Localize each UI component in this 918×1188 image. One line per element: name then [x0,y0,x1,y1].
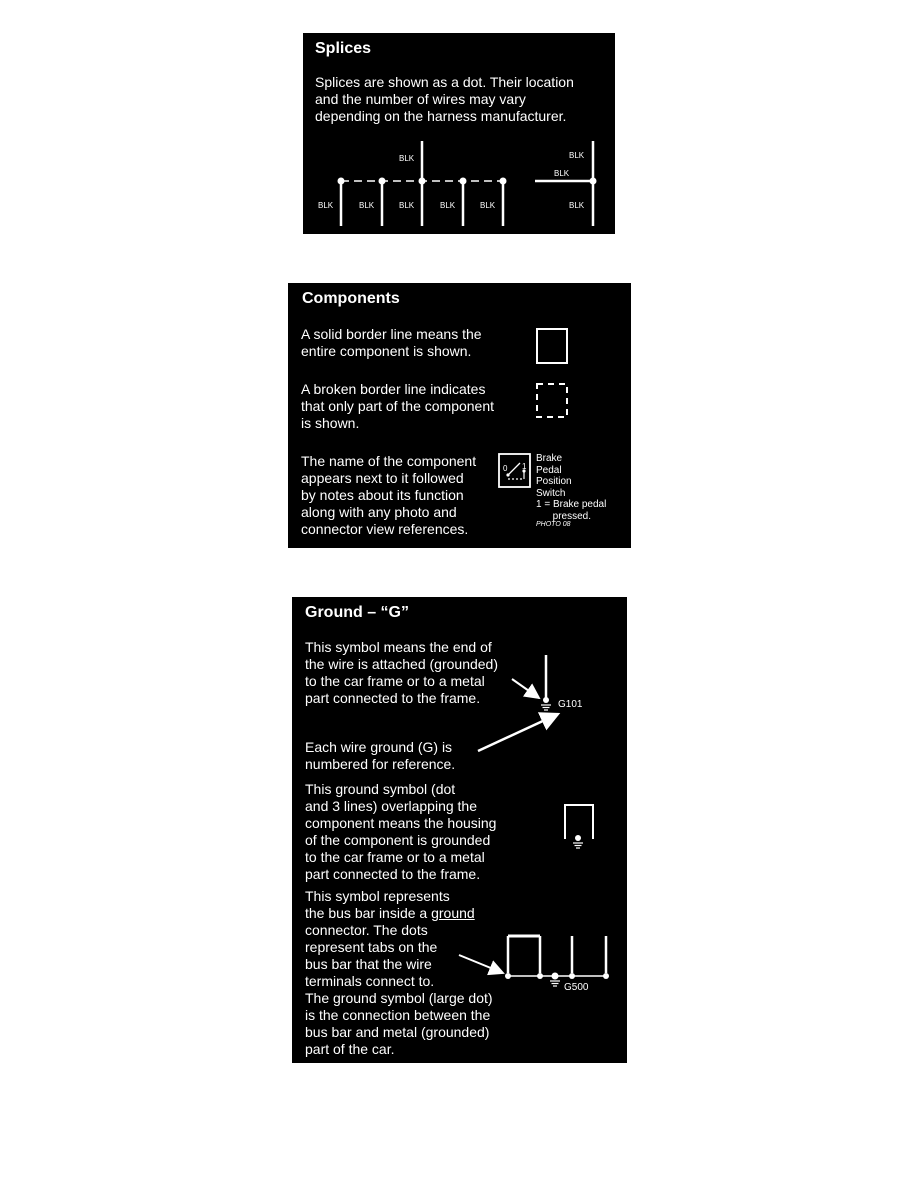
splice-dot [338,178,345,185]
ground-title: Ground – “G” [305,604,409,621]
wire-label: BLK [440,201,456,210]
component-example-name: Brake Pedal Position Switch [536,453,572,499]
ground-panel [292,597,627,1063]
arrow-to-symbol [512,679,539,698]
splice-dot [460,178,467,185]
splice-dot [419,178,426,185]
ground-id-g101: G101 [558,699,583,710]
ground-housing-text: This ground symbol (dot and 3 lines) overlapping the component means the housing of the component is grounded to the car frame or to a metal part connected to the frame. [305,781,497,882]
components-panel [288,283,631,548]
splice-dot [500,178,507,185]
ground-diagrams [292,597,627,1063]
ground-numbered-text: Each wire ground (G) is numbered for reference. [305,739,456,772]
solid-border-text: A solid border line means the entire component is shown. [301,326,482,359]
wire-label: BLK [318,201,334,210]
busbar-text-1: This symbol represents the bus bar inside a [305,888,450,921]
wire-label: BLK [399,154,415,163]
ground-end-text: This symbol means the end of the wire is attached (grounded) to the car frame or to a metal part connected to the frame. [305,639,498,706]
wire-label: BLK [569,201,585,210]
housing-ground-component [565,805,593,839]
splices-description: Splices are shown as a dot. Their location and the number of wires may vary depending on the harness manufacturer. [315,74,574,124]
broken-border-text: A broken border line indicates that only part of the component is shown. [301,381,495,430]
wire-label: BLK [569,151,585,160]
component-name-text: The name of the component appears next to it followed by notes about its function along with any photo and connector view references. [301,453,477,537]
arrow-to-busbar-tab [459,955,503,973]
switch-pin-0: 0 [503,464,508,473]
wire-label: BLK [554,169,570,178]
splices-title: Splices [315,40,372,57]
component-example-note: 1 = Brake pedal pressed. [536,499,607,522]
ground-link: ground [431,905,475,921]
dashed-border-box [537,384,567,417]
splices-panel [303,33,615,234]
splice-dot [590,178,597,185]
busbar-text-2: connector. The dots represent tabs on the bus bar that the wire terminals connect to. The ground symbol (large dot) is the connection between the bus bar and metal (grounded) part of the car. [305,922,493,1057]
component-photo-ref: PHOTO 08 [536,521,571,528]
ground-id-g500: G500 [564,982,589,993]
splice-dot [379,178,386,185]
wire-label: BLK [480,201,496,210]
solid-border-box [537,329,567,363]
arrow-to-number [478,714,558,751]
switch-pin-1: 1 [522,462,527,471]
wire-label: BLK [399,201,415,210]
components-title: Components [302,290,400,307]
wire-label: BLK [359,201,375,210]
bus-bar [508,936,606,976]
